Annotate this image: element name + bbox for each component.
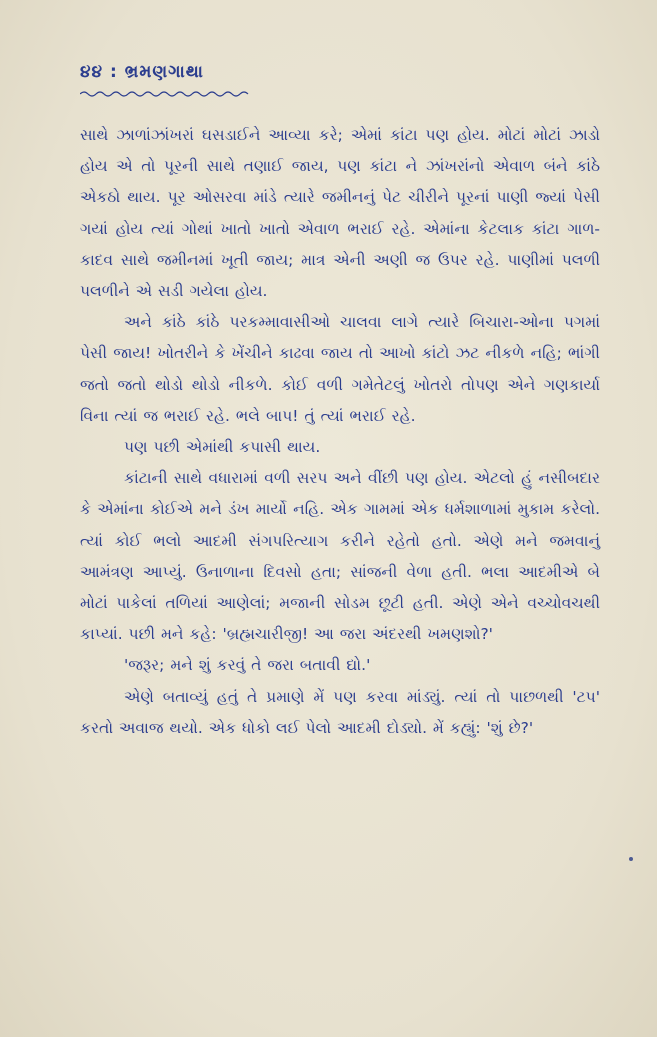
head-separator: : <box>110 62 118 82</box>
paragraph: અને કાંઠે કાંઠે પરકમ્માવાસીઓ ચાલવા લાગે ત્યારે બિચારા-ઓના પગમાં પેસી જાય! ખોતરીને કે ખેંચીને કાઢવા જાય તો આખો કાંટો ઝટ નીકળે નહિ; ભાંગી જતો જતો થોડો થોડો નીકળે. કોઈ વળી ગમેતેટલું ખોતરો તોપણ એને ગણકાર્યા વિના ત્યાં જ ભરાઈ રહે. ભલે બાપ! તું ત્યાં ભરાઈ રહે. <box>80 313 600 425</box>
page-number: ૪૪ <box>80 62 104 82</box>
wavy-underline <box>80 90 250 98</box>
body-text <box>80 120 600 744</box>
paragraph: એણે બતાવ્યું હતું તે પ્રમાણે મેં પણ કરવા માંડ્યું. ત્યાં તો પાછળથી 'ટપ' કરતો અવાજ થયો. એક ધોકો લઈ પેલો આદમી દોડ્યો. મેં કહ્યું: 'શું છે?' <box>80 687 600 737</box>
running-head <box>80 62 204 82</box>
paragraph: સાથે ઝાળાંઝાંખરાં ઘસડાઈને આવ્યા કરે; એમાં કાંટા પણ હોય. મોટાં મોટાં ઝાડો હોય એ તો પૂરની સાથે તણાઈ જાય, પણ કાંટા ને ઝાંખરાંનો એવાળ બંને કાંઠે એકઠો થાય. પૂર ઓસરવા માંડે ત્યારે જમીનનું પેટ ચીરીને પૂરનાં પાણી જ્યાં પેસી ગયાં હોય ત્યાં ગોથાં ખાતો ખાતો એવાળ ભરાઈ રહે. એમાંના કેટલાક કાંટા ગાળ-કાદવ સાથે જમીનમાં ખૂતી જાય; માત્ર એની અણી જ ઉપર રહે. પાણીમાં પલળી પલળીને એ સડી ગયેલા હોય. <box>80 126 600 301</box>
margin-dot <box>629 857 633 861</box>
book-title: ભ્રમણગાથા <box>124 62 204 82</box>
paragraph: 'જરૂર; મને શું કરવું તે જરા બતાવી દ્યો.' <box>124 656 371 675</box>
paragraph: કાંટાની સાથે વધારામાં વળી સરપ અને વીંછી પણ હોય. એટલો હું નસીબદાર કે એમાંના કોઈએ મને ડંખ માર્યો નહિ. એક ગામમાં એક ધર્મશાળામાં મુકામ કરેલો. ત્યાં કોઈ ભલો આદમી સંગપરિત્યાગ કરીને રહેતો હતો. એણે મને જમવાનું આમંત્રણ આપ્યું. ઉનાળાના દિવસો હતા; સાંજની વેળા હતી. ભલા આદમીએ બે મોટાં પાકેલાં તળિયાં આણેલાં; મજાની સોડમ છૂટી હતી. એણે એને વચ્ચોવચથી કાપ્યાં. પછી મને કહે: 'બ્રહ્મચારીજી! આ જરા અંદરથી ખમણશો?' <box>80 469 600 644</box>
paragraph: પણ પછી એમાંથી કપાસી થાય. <box>124 438 321 457</box>
